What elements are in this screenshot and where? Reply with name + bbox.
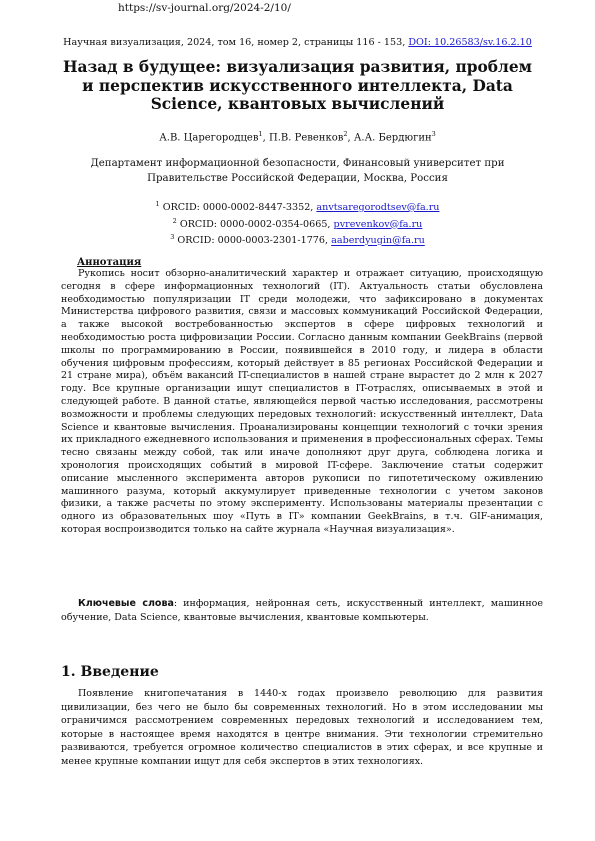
author-name: А.В. Царегородцев bbox=[159, 132, 259, 144]
orcid-list bbox=[0, 198, 595, 248]
email-link[interactable]: aaberdyugin@fa.ru bbox=[331, 235, 425, 247]
author-affil-mark: 1 bbox=[258, 130, 263, 138]
keywords-text: : информация, нейронная сеть, искусственный интеллект, машинное обучение, Data Science, квантовые вычисления, квантовые компьютеры. bbox=[61, 598, 543, 623]
author-affil-mark: 2 bbox=[343, 130, 348, 138]
journal-info: Научная визуализация, 2024, том 16, номер 2, страницы 116 - 153, bbox=[63, 37, 406, 48]
affiliation: Департамент информационной безопасности, Финансовый университет при Правительстве Российской Федерации, Москва, Россия bbox=[90, 158, 505, 184]
orcid-mark: 2 bbox=[172, 216, 177, 225]
doi-link[interactable]: DOI: 10.26583/sv.16.2.10 bbox=[408, 37, 532, 48]
author-affil-mark: 3 bbox=[431, 130, 436, 138]
journal-header bbox=[0, 37, 595, 48]
email-link[interactable]: anvtsaregorodtsev@fa.ru bbox=[316, 202, 440, 214]
orcid-line bbox=[0, 231, 595, 248]
section-text: Появление книгопечатания в 1440-х годах произвело революцию для развития цивилизации, без чего не было бы современных технологий. Но в этом исследовании мы ограничимся рассмотрением современных передовых технологий и исследованием тем, которые в настоящее время находятся в центре внимания. Эти технологии стремительно развиваются, требуется огромное количество специалистов в этих сферах, и все крупные и менее крупные компании ищут для себя экспертов в этих технологиях. bbox=[61, 688, 543, 767]
author-name: А.А. Бердюгин bbox=[353, 132, 432, 144]
keywords bbox=[61, 597, 543, 624]
orcid-id: ORCID: 0000-0002-0354-0665, bbox=[179, 218, 331, 230]
abstract-text: Рукопись носит обзорно-аналитический характер и отражает ситуацию, происходящую сегодня в сфере информационных технологий (IT). Актуальность статьи обусловлена необходимостью популяризации IT среди молодежи, что зафиксировано в документах Министерства цифрового развития, связи и массовых коммуникаций Российской Федерации, а также высокой востребованностью экспертов в сфере цифровых технологий и необходимостью роста цифровизации России. Согласно данным компании GeekBrains (первой школы по программированию в России, появившейся в 2010 году, и лидера в области обучения цифровым профессиям, который действует в 85 регионах Российской Федерации и 21 стране мира), объём вакансий IT-специалистов в нашей стране вырастет до 2 млн к 2027 году. Все крупные организации ищут специалистов в IT-отраслях, описываемых в этой и следующей работе. В данной статье, являющейся первой частью исследования, рассмотрены возможности и проблемы следующих передовых технологий: искусственный интеллект, Data Science и квантовые вычисления. Проанализированы концепции технологий с точки зрения их прикладного ежедневного использования и применения в профессиональных сферах. Темы тесно связаны между собой, так или иначе дополняют друг друга, соблюдена логика и хронология происходящих событий в мировой IT-сфере. Заключение статьи содержит описание мысленного эксперимента авторов рукописи по гипотетическому оживлению машинного разума, который аккумулирует приведенные технологии с учетом законов физики, а также расчеты по этому эксперименту. Использованы материалы презентации с одного из образовательных шоу «Путь в IT» компании GeekBrains, в т.ч. GIF-анимация, которая воспроизводится только на сайте журнала «Научная визуализация». bbox=[61, 268, 543, 535]
orcid-line bbox=[0, 198, 595, 215]
orcid-line bbox=[0, 215, 595, 232]
keywords-label: Ключевые слова bbox=[78, 598, 174, 609]
author-name: П.В. Ревенков bbox=[268, 132, 344, 144]
abstract-heading: Аннотация bbox=[77, 257, 142, 268]
orcid-id: ORCID: 0000-0003-2301-1776, bbox=[177, 235, 329, 247]
orcid-mark: 3 bbox=[170, 233, 175, 242]
page-url: https://sv-journal.org/2024-2/10/ bbox=[118, 2, 291, 14]
orcid-id: ORCID: 0000-0002-8447-3352, bbox=[162, 202, 314, 214]
orcid-mark: 1 bbox=[155, 200, 160, 208]
author-list: А.В. Царегородцев$^1$, П.В. Ревенков$^2$, А.А. Бердюгин$^3$ bbox=[159, 130, 436, 144]
email-link[interactable]: pvrevenkov@fa.ru bbox=[333, 218, 423, 230]
section-heading: 1. Введение bbox=[61, 664, 159, 680]
paper-title: Назад в будущее: визуализация развития, проблем и перспектив искусственного интеллекта, Data Science, квантовых вычислений bbox=[62, 58, 533, 113]
